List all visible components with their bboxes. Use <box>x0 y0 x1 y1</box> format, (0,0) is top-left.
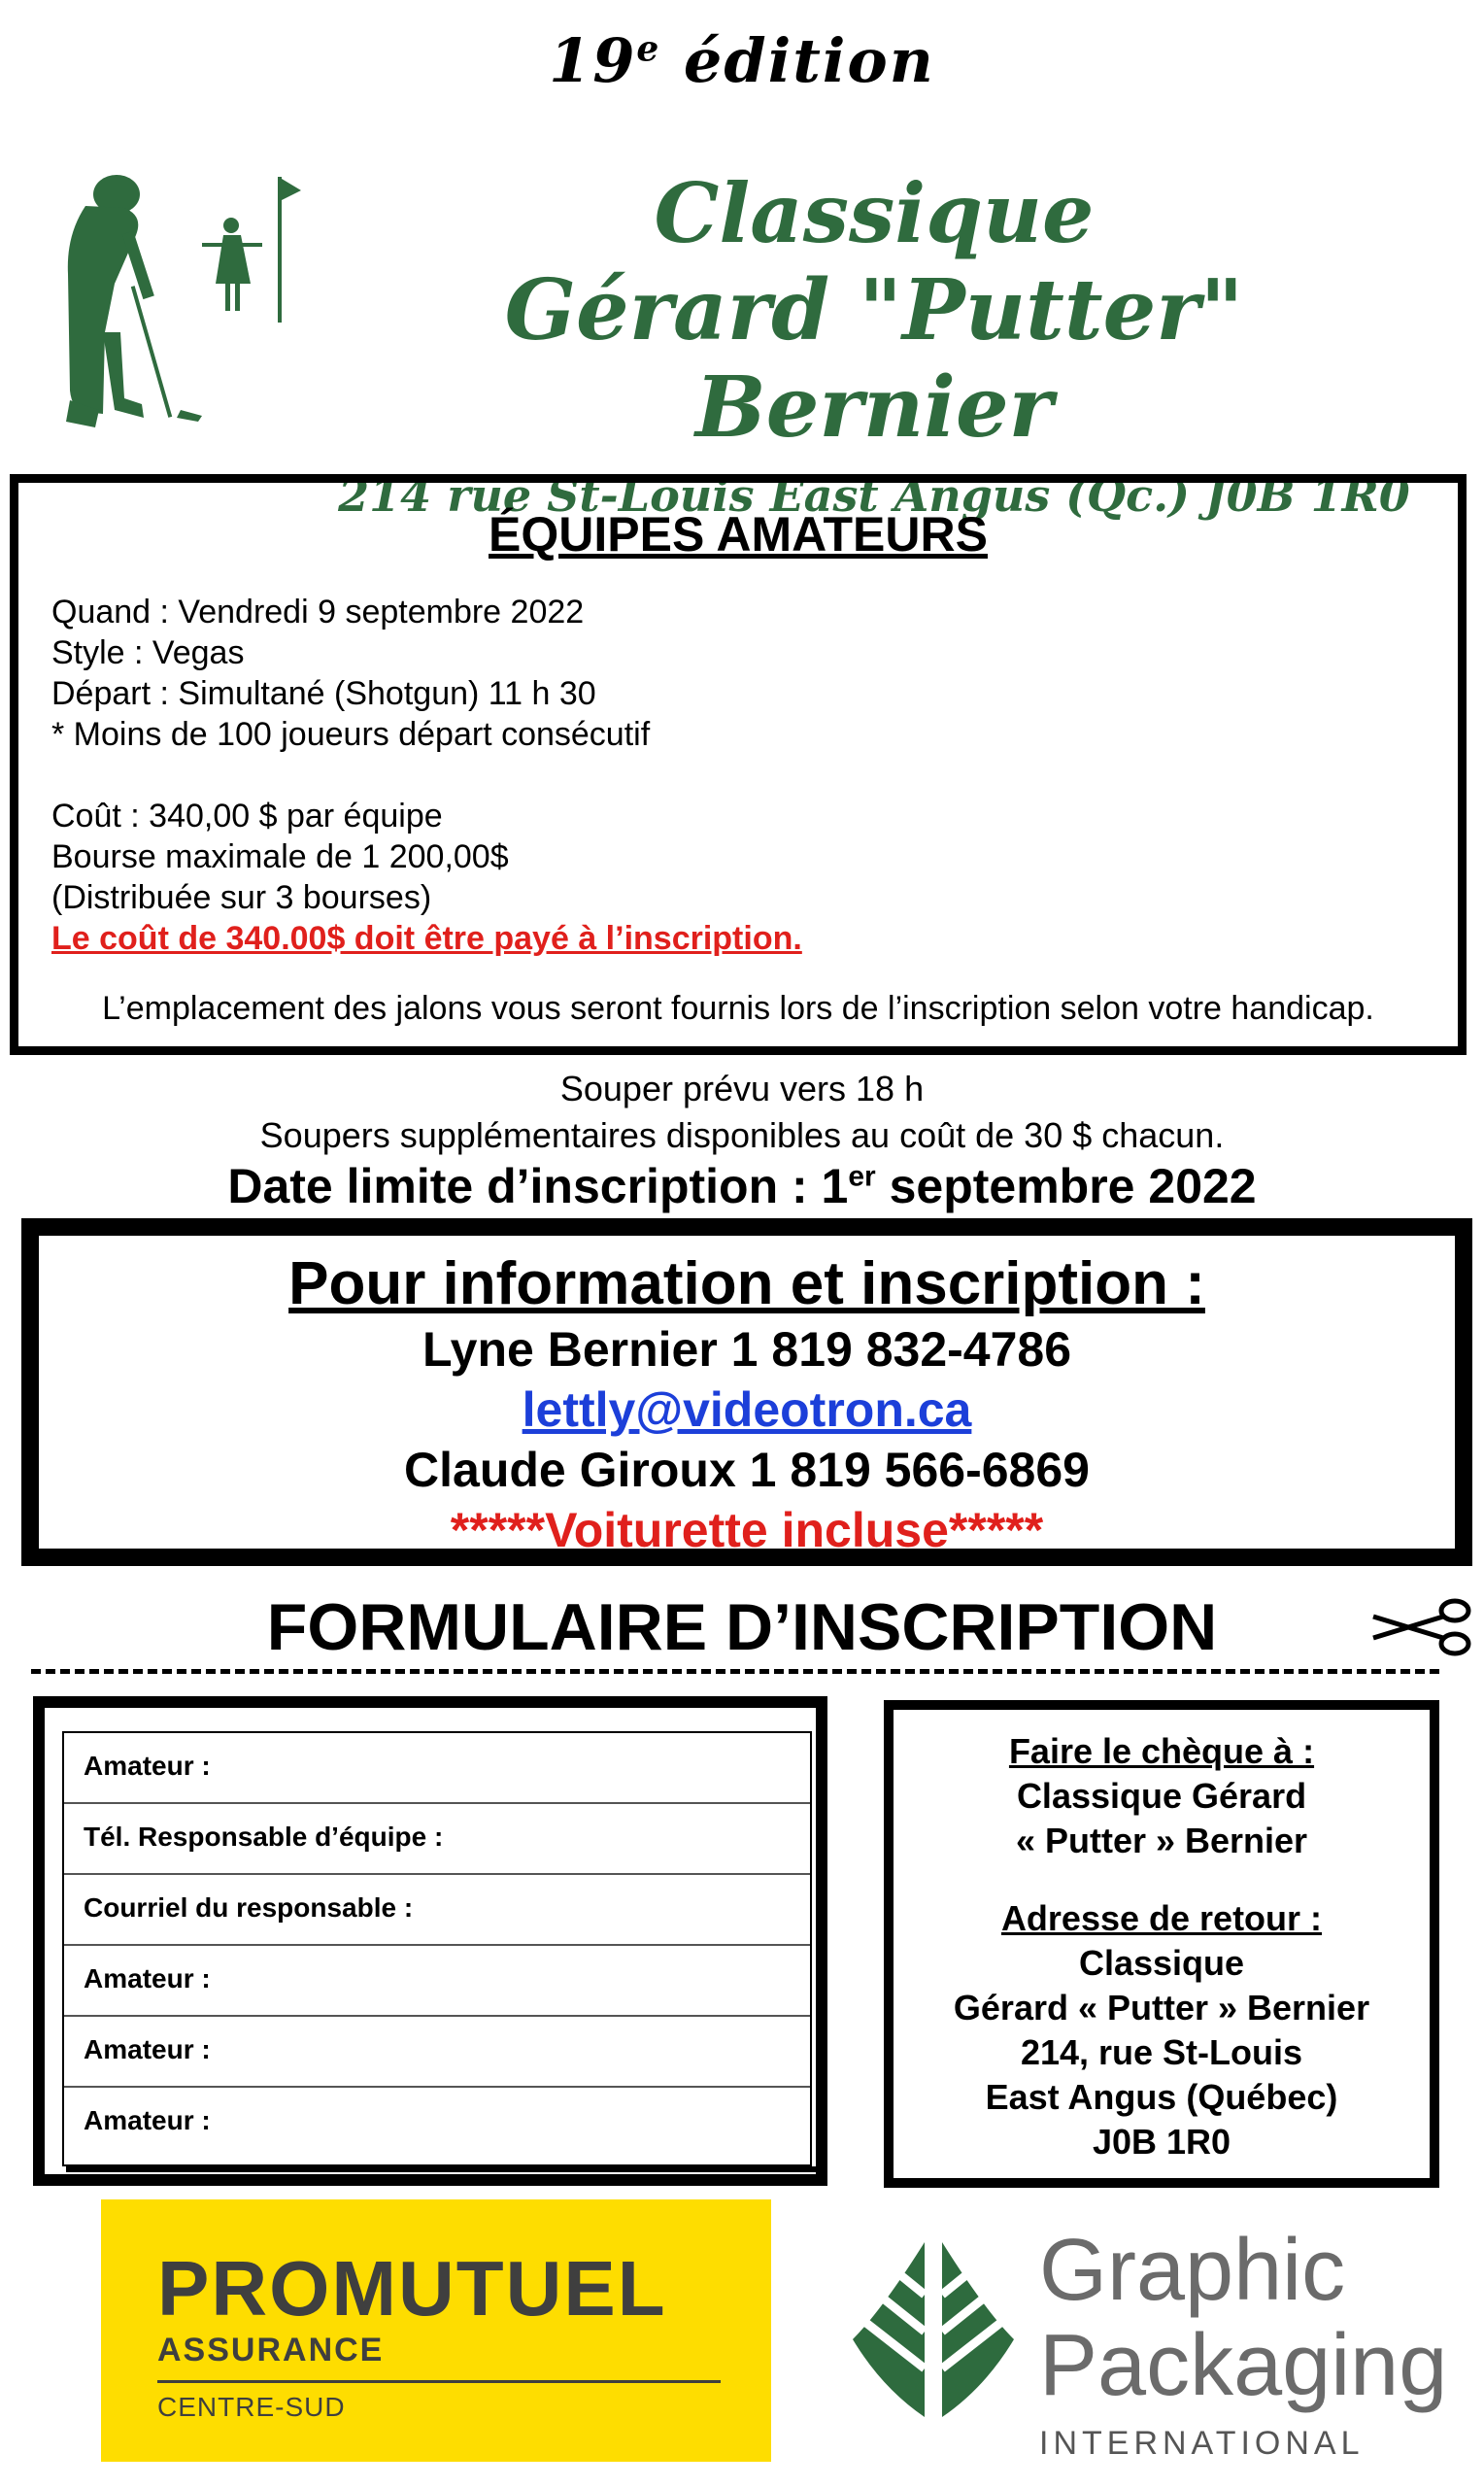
return-heading: Adresse de retour : <box>1000 1898 1323 1938</box>
equipes-amateurs-box <box>10 474 1467 1055</box>
return-line-3: 214, rue St-Louis <box>1020 2032 1303 2072</box>
return-line-4: East Angus (Québec) <box>985 2077 1338 2117</box>
cheque-payee-1: Classique Gérard <box>1016 1776 1307 1816</box>
form-fields <box>62 1731 812 2166</box>
cheque-heading: Faire le chèque à : <box>1008 1731 1315 1771</box>
edition-heading <box>0 25 1484 96</box>
graphic-packaging-logo <box>1039 2223 1447 2463</box>
scissors-icon <box>1369 1597 1476 1657</box>
contact-box <box>21 1218 1472 1566</box>
return-line-5: J0B 1R0 <box>1092 2122 1231 2162</box>
contact-claude: Claude Giroux 1 819 566-6869 <box>404 1443 1090 1497</box>
detail-line-when: Quand : Vendredi 9 septembre 2022 <box>51 594 585 630</box>
title-line-address: 214 rue St-Louis East Angus (Qc.) J0B 1R0 <box>338 469 1410 522</box>
promutuel-region: CENTRE-SUD <box>157 2392 346 2422</box>
edition-word: édition <box>683 25 935 96</box>
cut-line <box>31 1669 1439 1674</box>
registration-deadline <box>0 1158 1484 1214</box>
tee-placement-note: L’emplacement des jalons vous seront fournis lors de l’inscription selon votre handicap. <box>102 990 1374 1027</box>
contact-lyne: Lyne Bernier 1 819 832-4786 <box>422 1322 1072 1377</box>
return-line-1: Classique <box>1078 1943 1245 1983</box>
field-team-phone[interactable]: Tél. Responsable d’équipe : <box>64 1804 810 1875</box>
detail-line-style: Style : Vegas <box>51 634 245 671</box>
extra-dinners: Soupers supplémentaires disponibles au coût de 30 $ chacun. <box>259 1115 1225 1155</box>
cost-line-team: Coût : 340,00 $ par équipe <box>51 798 443 835</box>
promutuel-logo <box>101 2199 771 2462</box>
title-line-classique: Classique <box>654 165 1095 261</box>
edition-number: 19 <box>549 25 637 96</box>
dinner-time: Souper prévu vers 18 h <box>559 1069 925 1108</box>
form-shadow <box>66 2166 820 2172</box>
contact-title: Pour information et inscription : <box>288 1250 1205 1317</box>
deadline-suffix: septembre 2022 <box>875 1159 1257 1213</box>
gp-line-international: INTERNATIONAL <box>1039 2425 1365 2462</box>
return-line-2: Gérard « Putter » Bernier <box>953 1988 1370 2027</box>
payment-notice: Le coût de 340.00$ doit être payé à l’inscription. <box>51 920 802 957</box>
promutuel-rule <box>157 2380 721 2383</box>
cheque-info-box <box>884 1700 1439 2188</box>
gp-line-packaging: Packaging <box>1039 2317 1448 2414</box>
equipes-heading: ÉQUIPES AMATEURS <box>489 507 988 562</box>
promutuel-name: PROMUTUEL <box>157 2245 667 2332</box>
gp-line-graphic: Graphic <box>1039 2222 1346 2319</box>
detail-line-start: Départ : Simultané (Shotgun) 11 h 30 <box>51 675 596 712</box>
graphic-packaging-leaf-icon <box>843 2223 1024 2431</box>
cheque-payee-2: « Putter » Bernier <box>1015 1821 1308 1860</box>
golfer-silhouette-icon <box>56 167 309 444</box>
deadline-sup: er <box>848 1160 876 1193</box>
field-amateur-3[interactable]: Amateur : <box>64 2017 810 2088</box>
registration-form <box>33 1696 827 2186</box>
field-responsible-email[interactable]: Courriel du responsable : <box>64 1875 810 1946</box>
equipes-details <box>51 592 802 959</box>
field-amateur-2[interactable]: Amateur : <box>64 1946 810 2017</box>
detail-line-note: * Moins de 100 joueurs départ consécutif <box>51 716 651 753</box>
promutuel-sub: ASSURANCE <box>157 2332 385 2368</box>
form-title: FORMULAIRE D’INSCRIPTION <box>266 1590 1218 1664</box>
field-amateur-1[interactable]: Amateur : <box>64 1733 810 1804</box>
cost-line-distribution: (Distribuée sur 3 bourses) <box>51 879 432 916</box>
cart-included: *****Voiturette incluse***** <box>450 1503 1044 1557</box>
title-line-name: Gérard "Putter" Bernier <box>504 261 1244 457</box>
deadline-prefix: Date limite d’inscription : 1 <box>227 1159 849 1213</box>
edition-suffix: e <box>636 28 661 70</box>
contact-email-link[interactable]: lettly@videotron.ca <box>522 1382 972 1437</box>
field-amateur-4[interactable]: Amateur : <box>84 2105 211 2135</box>
cost-line-purse: Bourse maximale de 1 200,00$ <box>51 838 509 875</box>
